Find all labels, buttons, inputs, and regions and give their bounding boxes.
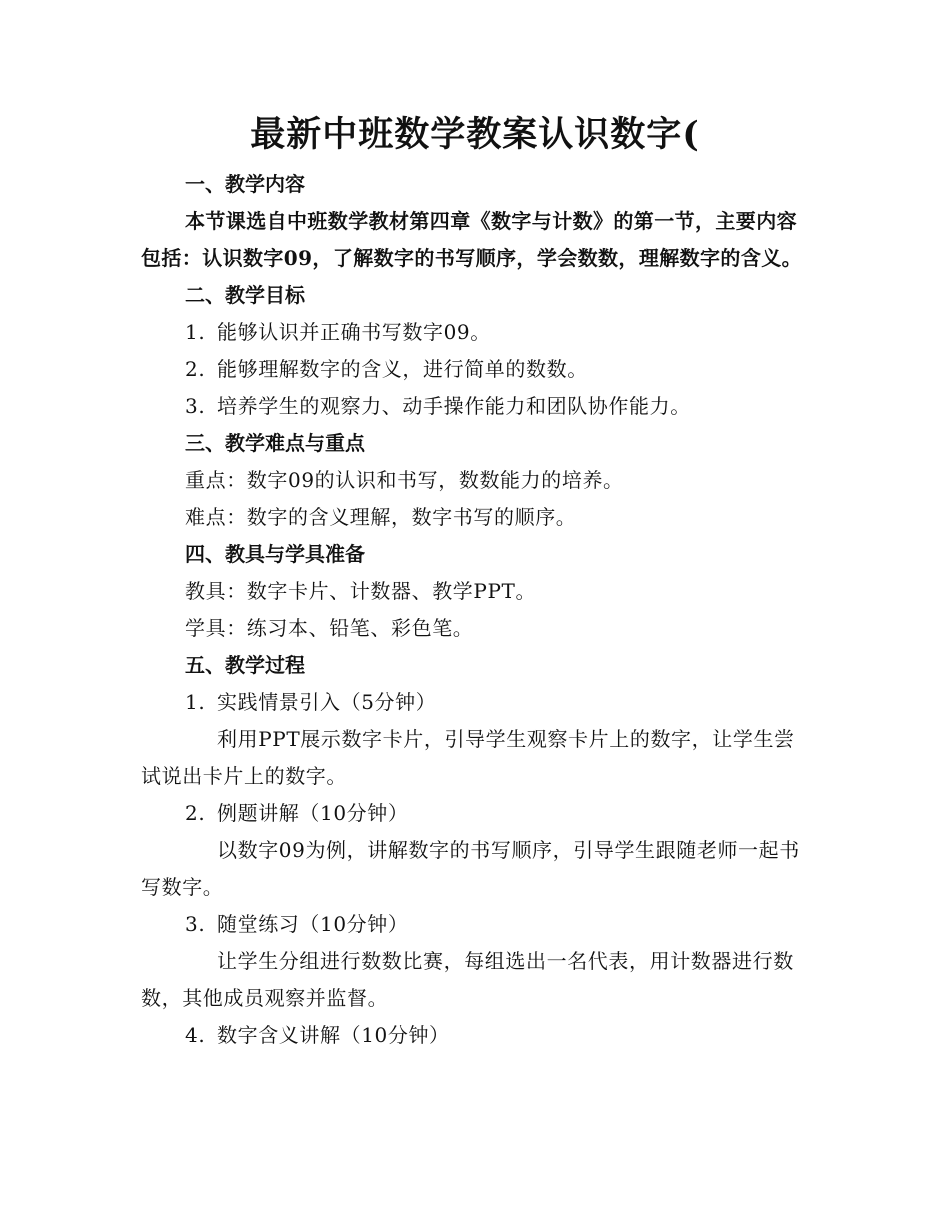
process-step-body: 以数字09为例，讲解数字的书写顺序，引导学生跟随老师一起书写数字。 [141, 838, 800, 899]
objective-item [141, 388, 807, 425]
teaching-aids-line: 教具：数字卡片、计数器、教学PPT。 [185, 579, 537, 603]
section-heading-content: 一、教学内容 [185, 172, 305, 196]
section-heading-key-points: 三、教学难点与重点 [185, 431, 365, 455]
step-number: 4. [185, 1023, 206, 1047]
learning-aids-line: 学具：练习本、铅笔、彩色笔。 [185, 616, 474, 640]
step-number: 2. [185, 801, 206, 825]
objective-text: 能够认识并正确书写数字09。 [217, 320, 491, 344]
process-step-title [141, 684, 807, 721]
step-number: 3. [185, 912, 206, 936]
process-step-title [141, 795, 807, 832]
section-heading-objectives: 二、教学目标 [185, 283, 305, 307]
step-title-text: 数字含义讲解（10分钟） [217, 1023, 450, 1047]
key-point-line: 重点：数字09的认识和书写，数数能力的培养。 [185, 468, 624, 492]
step-title-text: 随堂练习（10分钟） [217, 912, 409, 936]
objective-number: 3. [185, 394, 206, 418]
document-body [141, 166, 807, 1054]
step-number: 1. [185, 690, 206, 714]
process-step-body: 利用PPT展示数字卡片，引导学生观察卡片上的数字，让学生尝试说出卡片上的数字。 [141, 727, 795, 788]
section-heading-materials: 四、教具与学具准备 [185, 542, 365, 566]
objective-text: 能够理解数字的含义，进行简单的数数。 [217, 357, 588, 381]
difficulty-line: 难点：数字的含义理解，数字书写的顺序。 [185, 505, 577, 529]
process-step-body: 让学生分组进行数数比赛，每组选出一名代表，用计数器进行数数，其他成员观察并监督。 [141, 949, 794, 1010]
document-title: 最新中班数学教案认识数字( [250, 114, 700, 155]
process-step-title [141, 1017, 807, 1054]
content-paragraph: 本节课选自中班数学教材第四章《数字与计数》的第一节，主要内容包括：认识数字09，了解数字的书写顺序，学会数数，理解数字的含义。 [141, 209, 803, 270]
step-title-text: 实践情景引入（5分钟） [217, 690, 437, 714]
objective-number: 1. [185, 320, 206, 344]
process-step-title [141, 906, 807, 943]
section-heading-process: 五、教学过程 [185, 653, 305, 677]
objective-number: 2. [185, 357, 206, 381]
objective-item [141, 351, 807, 388]
objective-text: 培养学生的观察力、动手操作能力和团队协作能力。 [217, 394, 691, 418]
step-title-text: 例题讲解（10分钟） [217, 801, 409, 825]
objective-item [141, 314, 807, 351]
